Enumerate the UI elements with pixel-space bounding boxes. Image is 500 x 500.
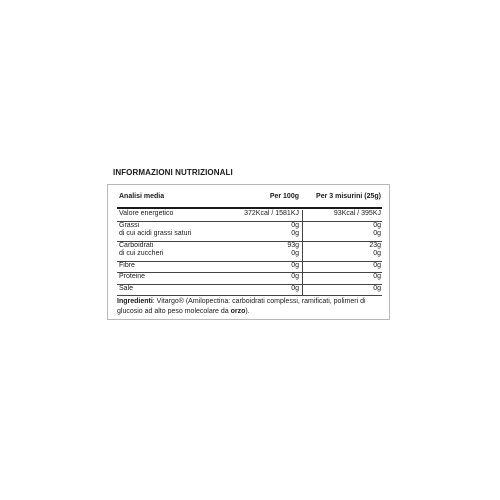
nutrient-label: Sale <box>119 284 134 292</box>
nutrient-label: Proteine <box>119 273 146 280</box>
ingredients-highlight: orzo <box>230 307 246 315</box>
header-per-serving: Per 3 misurini (25g) <box>316 193 381 200</box>
value-per-serving <box>117 262 381 271</box>
table-row <box>117 242 382 262</box>
per-serving-value: 0g <box>373 230 381 237</box>
ingredients-label: Ingredienti <box>117 298 153 305</box>
nutrient-label: Grassi <box>119 221 140 229</box>
per-serving-value: 0g <box>373 273 381 280</box>
nutrient-label: Valore energetico <box>119 210 174 217</box>
per-serving-value: 23g <box>369 241 381 249</box>
table-row <box>117 222 382 242</box>
header-divider <box>117 207 382 209</box>
nutrient-label: di cui acidi grassi saturi <box>119 230 192 237</box>
per-100g-value: 0g <box>291 273 299 280</box>
per-100g-value: 0g <box>291 221 299 229</box>
value-per-serving <box>117 222 381 239</box>
per-serving-value: 0g <box>373 261 381 269</box>
ingredients-body: : Vitargo® (Amilopectina: carboidrati complessi, ramificati, polimeri di glucosio ad alto peso molecolare da <box>117 298 366 315</box>
value-per-serving <box>117 242 381 259</box>
table-row <box>117 262 382 274</box>
table-header <box>117 193 382 205</box>
ingredients-text <box>117 297 382 316</box>
value-per-serving <box>117 210 381 219</box>
header-analysis: Analisi media <box>119 193 165 200</box>
nutrient-label: Fibre <box>119 261 135 269</box>
nutrition-title: INFORMAZIONI NUTRIZIONALI <box>113 168 233 177</box>
per-100g-value: 372Kcal / 1581KJ <box>244 210 299 217</box>
per-serving-value: 93Kcal / 395KJ <box>333 210 381 217</box>
table-row <box>117 210 382 222</box>
nutrient-label: di cui zuccheri <box>119 250 164 257</box>
header-per-100g: Per 100g <box>269 193 299 200</box>
ingredients-end: ). <box>245 307 250 315</box>
per-100g-value: 0g <box>291 284 299 292</box>
per-100g-value: 0g <box>291 230 299 237</box>
table-row <box>117 285 382 297</box>
per-serving-value: 0g <box>373 284 381 292</box>
per-serving-value: 0g <box>373 221 381 229</box>
per-serving-value: 0g <box>373 250 381 257</box>
table-row <box>117 273 382 285</box>
per-100g-value: 0g <box>291 261 299 269</box>
per-100g-value: 93g <box>287 241 299 249</box>
per-100g-value: 0g <box>291 250 299 257</box>
value-per-serving <box>117 285 381 294</box>
nutrient-label: Carboidrati <box>119 241 154 249</box>
nutrition-panel <box>107 184 390 320</box>
value-per-serving <box>117 273 381 282</box>
